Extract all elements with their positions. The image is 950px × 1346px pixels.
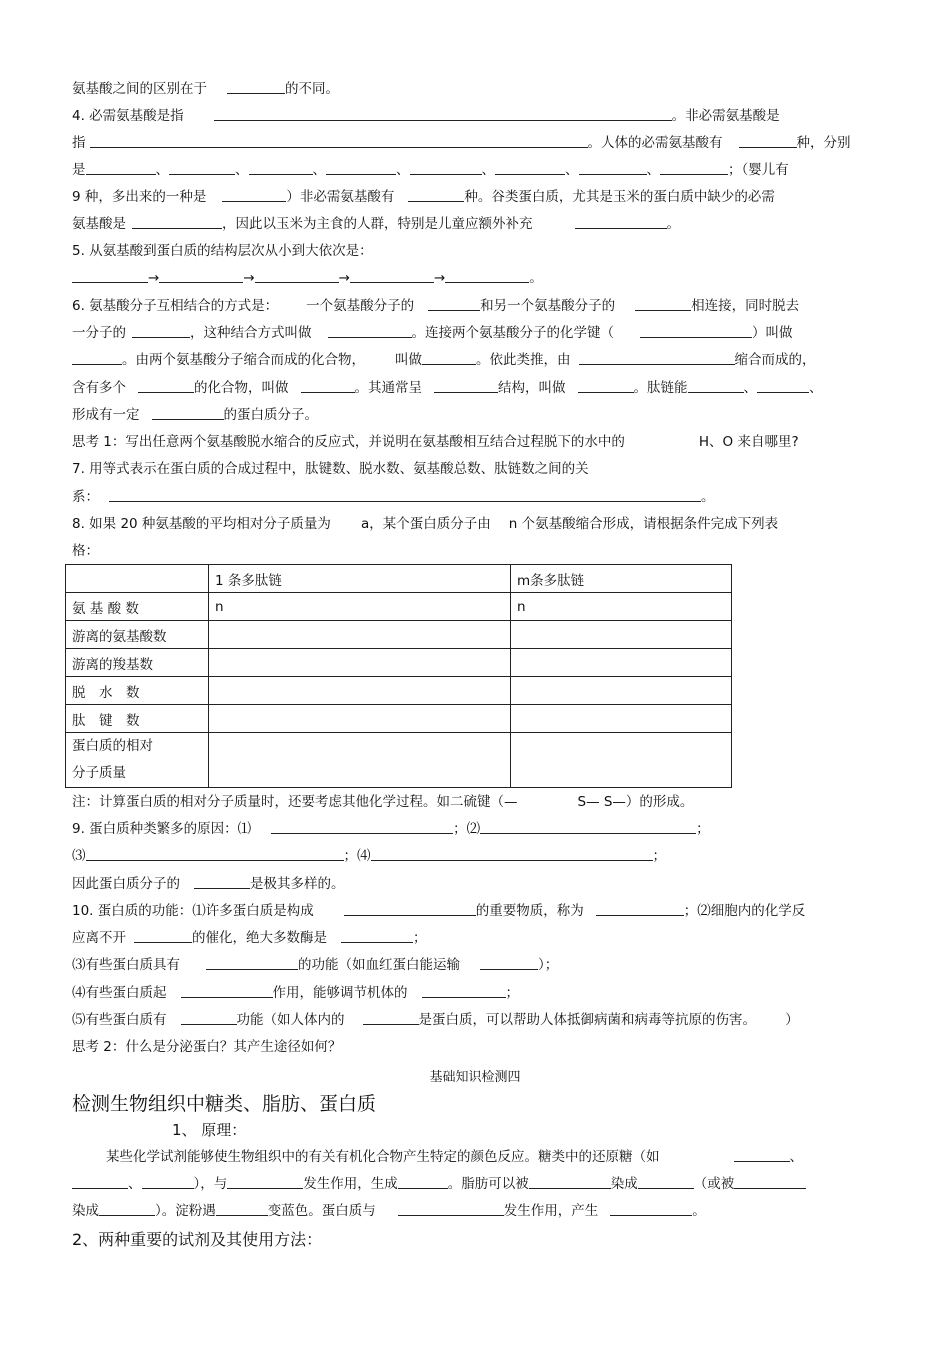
blank[interactable] — [194, 875, 250, 889]
blank[interactable] — [660, 161, 728, 175]
principle-line-3: 染成 ）。淀粉遇 变蓝色。蛋白质与 发生作用，产生 。 — [72, 1203, 706, 1219]
q6-line-2: 一分子的 ，这种结合方式叫做 。连接两个氨基酸分子的化学键（ ）叫做 — [72, 325, 793, 341]
blank[interactable] — [428, 297, 480, 311]
blank[interactable] — [480, 820, 696, 834]
table-header-cell: 1 条多肽链 — [209, 565, 511, 593]
table-row — [66, 621, 732, 649]
blank[interactable] — [734, 1175, 806, 1189]
blank[interactable] — [216, 1202, 268, 1216]
q4-line-3: 是 、 、 、 、 、 、 、 ；（婴儿有 — [72, 162, 789, 178]
blank[interactable] — [422, 984, 506, 998]
q7-line-1: 7. 用等式表示在蛋白质的合成过程中，肽键数、脱水数、氨基酸总数、肽链数之间的关 — [72, 461, 589, 477]
blank[interactable] — [181, 984, 273, 998]
blank[interactable] — [86, 847, 344, 861]
blank[interactable] — [398, 1175, 448, 1189]
table-cell[interactable] — [511, 705, 732, 733]
section-title: 检测生物组织中糖类、脂肪、蛋白质 — [72, 1093, 377, 1115]
blank[interactable] — [72, 351, 122, 365]
table-row — [66, 677, 732, 705]
note: 注：计算蛋白质的相对分子质量时，还要考虑其他化学过程。如二硫键（— S— S—）的形成。 — [72, 794, 694, 810]
q4-line-2: 指 。人体的必需氨基酸有 种，分别 — [72, 135, 851, 151]
q9-line-2: ⑶ ；⑷ ； — [72, 848, 666, 864]
blank[interactable] — [638, 1175, 694, 1189]
blank[interactable] — [249, 161, 313, 175]
blank[interactable] — [99, 1202, 155, 1216]
blank[interactable] — [159, 269, 243, 283]
table-cell[interactable]: n — [511, 593, 732, 621]
table-header-cell: m条多肽链 — [511, 565, 732, 593]
blank[interactable] — [579, 351, 735, 365]
blank[interactable] — [138, 379, 194, 393]
table-cell[interactable]: n — [209, 593, 511, 621]
row-label: 脱 水 数 — [66, 677, 209, 705]
table-cell[interactable] — [511, 733, 732, 788]
blank[interactable] — [255, 269, 339, 283]
q10-line-2: 应离不开 的催化，绝大多数酶是 ； — [72, 930, 427, 946]
q7-line-2: 系： 。 — [72, 489, 715, 505]
blank[interactable] — [480, 956, 538, 970]
blank[interactable] — [596, 902, 684, 916]
protein-table — [65, 564, 732, 788]
blank[interactable] — [635, 297, 691, 311]
blank[interactable] — [529, 1175, 611, 1189]
blank[interactable] — [152, 406, 224, 420]
reagents-heading: 2、两种重要的试剂及其使用方法： — [72, 1230, 323, 1249]
row-label: 蛋白质的相对 分子质量 — [66, 733, 209, 788]
q6-line-3: 。由两个氨基酸分子缩合而成的化合物， 叫做 。依此类推，由 缩合而成的， — [72, 351, 816, 369]
line-1: 氨基酸之间的区别在于 的不同。 — [72, 81, 339, 97]
table-row — [66, 593, 732, 621]
blank[interactable] — [134, 929, 192, 943]
q6-line-1: 6. 氨基酸分子互相结合的方式是： 一个氨基酸分子的 和另一个氨基酸分子的 相连接，同时脱去 — [72, 298, 800, 314]
q8-line-1: 8. 如果 20 种氨基酸的平均相对分子质量为 a，某个蛋白质分子由 n 个氨基酸缩合形成，请根据条件完成下列表 — [72, 516, 779, 532]
blank[interactable] — [350, 269, 434, 283]
section-label: 基础知识检测四 — [429, 1070, 521, 1085]
table-row — [66, 705, 732, 733]
blank[interactable] — [739, 134, 797, 148]
blank[interactable] — [181, 1011, 237, 1025]
blank[interactable] — [578, 379, 634, 393]
q10-line-1: 10. 蛋白质的功能：⑴许多蛋白质是构成 的重要物质，称为 ；⑵细胞内的化学反 — [72, 903, 806, 919]
q4-line-4: 9 种，多出来的一种是 ）非必需氨基酸有 种。谷类蛋白质，尤其是玉米的蛋白质中缺少的必需 — [72, 189, 775, 205]
q10-line-4: ⑷有些蛋白质起 作用，能够调节机体的 ； — [72, 985, 519, 1001]
blank[interactable] — [398, 1202, 504, 1216]
q4-line-1: 4. 必需氨基酸是指 。非必需氨基酸是 — [72, 108, 780, 124]
table-cell[interactable] — [209, 705, 511, 733]
blank[interactable] — [610, 1202, 692, 1216]
q10-line-5: ⑸有些蛋白质有 功能（如人体内的 是蛋白质，可以帮助人体抵御病菌和病毒等抗原的伤害。 ） — [72, 1012, 799, 1028]
table-row — [66, 733, 732, 788]
blank[interactable] — [326, 161, 396, 175]
blank[interactable] — [495, 161, 565, 175]
row-label: 氨 基 酸 数 — [66, 593, 209, 621]
blank[interactable] — [422, 351, 476, 365]
blank[interactable] — [579, 161, 647, 175]
blank[interactable] — [142, 1175, 194, 1189]
blank[interactable] — [410, 161, 482, 175]
blank[interactable] — [640, 324, 752, 338]
blank[interactable] — [341, 929, 413, 943]
blank[interactable] — [301, 379, 355, 393]
blank[interactable] — [86, 161, 156, 175]
blank[interactable] — [222, 188, 286, 202]
table-header-cell — [66, 565, 209, 593]
q4-line-5: 氨基酸是 ，因此以玉米为主食的人群，特别是儿童应额外补充 。 — [72, 216, 680, 232]
table-cell[interactable] — [209, 733, 511, 788]
blank[interactable] — [445, 269, 529, 283]
blank[interactable] — [169, 161, 235, 175]
q9-line-3: 因此蛋白质分子的 是极其多样的。 — [72, 876, 345, 892]
table-cell[interactable] — [209, 677, 511, 705]
blank[interactable] — [575, 215, 667, 229]
blank[interactable] — [227, 80, 285, 94]
blank[interactable] — [109, 488, 701, 502]
q9-line-1: 9. 蛋白质种类繁多的原因：⑴ ；⑵ ； — [72, 821, 710, 837]
q5-line-1: 5. 从氨基酸到蛋白质的结构层次从小到大依次是： — [72, 243, 373, 259]
q5-line-2: → → → → 。 — [72, 269, 543, 287]
think-1: 思考 1：写出任意两个氨基酸脱水缩合的反应式，并说明在氨基酸相互结合过程脱下的水中的 H、O 来自哪里? — [72, 434, 799, 450]
blank[interactable] — [132, 324, 190, 338]
blank[interactable] — [271, 820, 453, 834]
blank[interactable] — [206, 956, 298, 970]
blank[interactable] — [371, 847, 653, 861]
table-cell[interactable] — [511, 649, 732, 677]
blank[interactable] — [214, 107, 672, 121]
row-label: 肽 键 数 — [66, 705, 209, 733]
principle-line-2: 、 ），与 发生作用，生成 。脂肪可以被 染成 （或被 — [72, 1175, 806, 1193]
blank[interactable] — [72, 1175, 128, 1189]
q6-line-4: 含有多个 的化合物，叫做 。其通常呈 结构，叫做 。肽链能 、 、 — [72, 380, 823, 396]
blank[interactable] — [227, 1175, 303, 1189]
blank[interactable] — [344, 902, 476, 916]
table-cell[interactable] — [209, 649, 511, 677]
table-cell[interactable] — [209, 621, 511, 649]
row-label: 游离的氨基酸数 — [66, 621, 209, 649]
blank[interactable] — [90, 134, 588, 148]
table-row — [66, 649, 732, 677]
blank[interactable] — [363, 1011, 419, 1025]
blank[interactable] — [72, 269, 148, 283]
blank[interactable] — [734, 1148, 790, 1162]
table-cell[interactable] — [511, 621, 732, 649]
blank[interactable] — [408, 188, 464, 202]
principle-line-1: 某些化学试剂能够使生物组织中的有关有机化合物产生特定的颜色反应。糖类中的还原糖（如 、 — [106, 1149, 803, 1165]
think-2: 思考 2：什么是分泌蛋白？其产生途径如何？ — [72, 1039, 342, 1055]
q8-line-2: 格： — [72, 543, 99, 559]
blank[interactable] — [757, 379, 809, 393]
q6-line-5: 形成有一定 的蛋白质分子。 — [72, 407, 318, 423]
q10-line-3: ⑶有些蛋白质具有 的功能（如血红蛋白能运输 ）； — [72, 957, 559, 973]
blank[interactable] — [132, 215, 222, 229]
principle-heading: 1、 原理： — [172, 1121, 247, 1139]
row-label: 游离的羧基数 — [66, 649, 209, 677]
blank[interactable] — [434, 379, 498, 393]
blank[interactable] — [328, 324, 412, 338]
blank[interactable] — [688, 379, 744, 393]
table-cell[interactable] — [511, 677, 732, 705]
